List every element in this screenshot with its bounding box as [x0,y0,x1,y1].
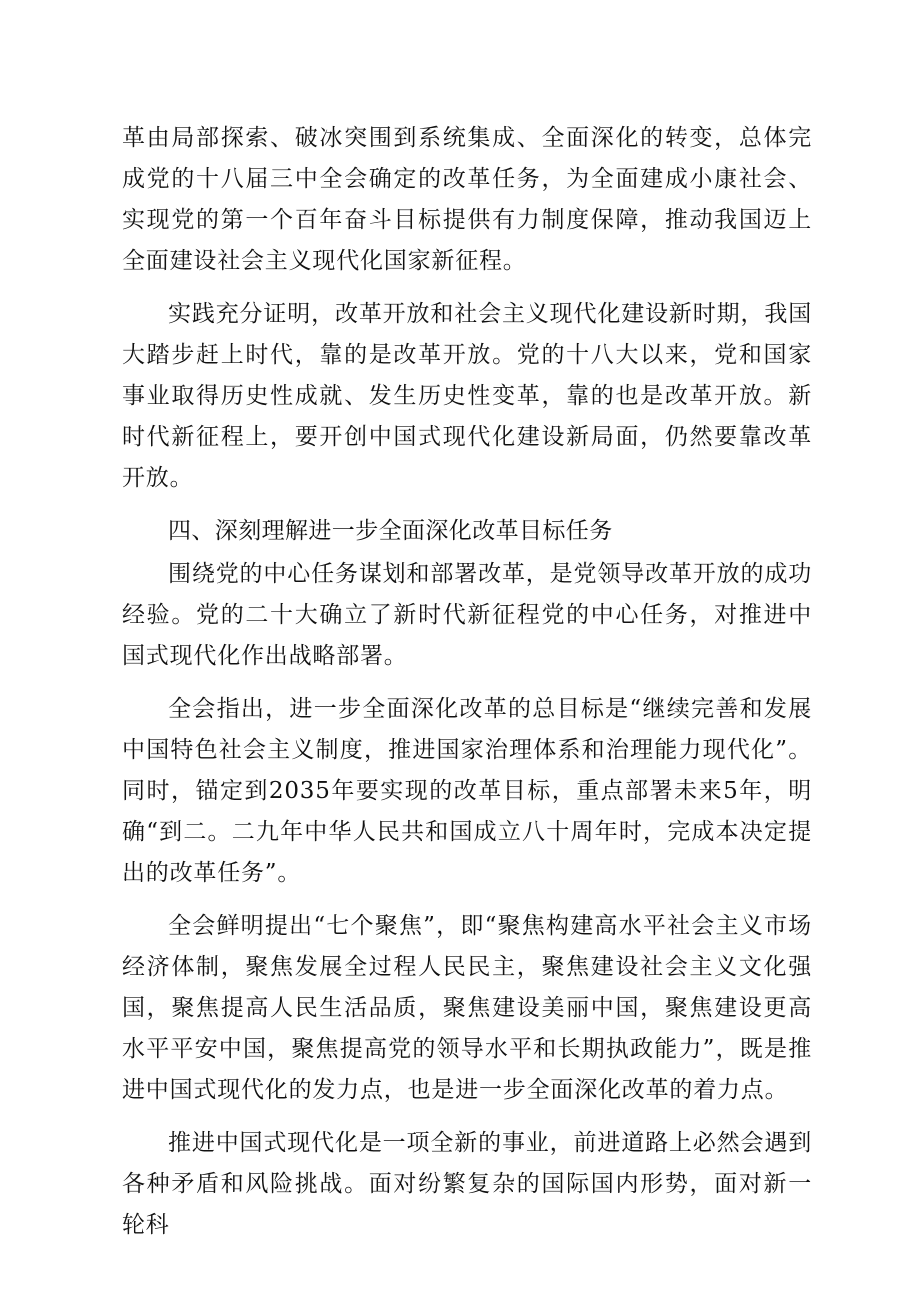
section-heading: 四、深刻理解进一步全面深化改革目标任务 [168,518,613,544]
document-page [122,118,812,1258]
paragraph: 推进中国式现代化是一项全新的事业，前进道路上必然会遇到各种矛盾和风险挑战。面对纷繁复杂的国际国内形势，面对新一轮科 [122,1130,812,1238]
paragraph: 全会指出，进一步全面深化改革的总目标是“继续完善和发展中国特色社会主义制度，推进国家治理体系和治理能力现代化”。同时，锚定到2035年要实现的改革目标，重点部署未来5年，明确“到二。二九年中华人民共和国成立八十周年时，完成本决定提出的改革任务”。 [122,696,812,886]
paragraph: 围绕党的中心任务谋划和部署改革，是党领导改革开放的成功经验。党的二十大确立了新时代新征程党的中心任务，对推进中国式现代化作出战略部署。 [122,561,812,669]
paragraph: 实践充分证明，改革开放和社会主义现代化建设新时期，我国大踏步赶上时代，靠的是改革开放。党的十八大以来，党和国家事业取得历史性成就、发生历史性变革，靠的也是改革开放。新时代新征程上，要开创中国式现代化建设新局面，仍然要靠改革开放。 [122,301,812,491]
paragraph-continued: 革由局部探索、破冰突围到系统集成、全面深化的转变，总体完成党的十八届三中全会确定的改革任务，为全面建成小康社会、实现党的第一个百年奋斗目标提供有力制度保障，推动我国迈上全面建设社会主义现代化国家新征程。 [122,125,812,274]
paragraph: 全会鲜明提出“七个聚焦”，即“聚焦构建高水平社会主义市场经济体制，聚焦发展全过程人民民主，聚焦建设社会主义文化强国，聚焦提高人民生活品质，聚焦建设美丽中国，聚焦建设更高水平平安中国，聚焦提高党的领导水平和长期执政能力”，既是推进中国式现代化的发力点，也是进一步全面深化改革的着力点。 [122,913,812,1103]
